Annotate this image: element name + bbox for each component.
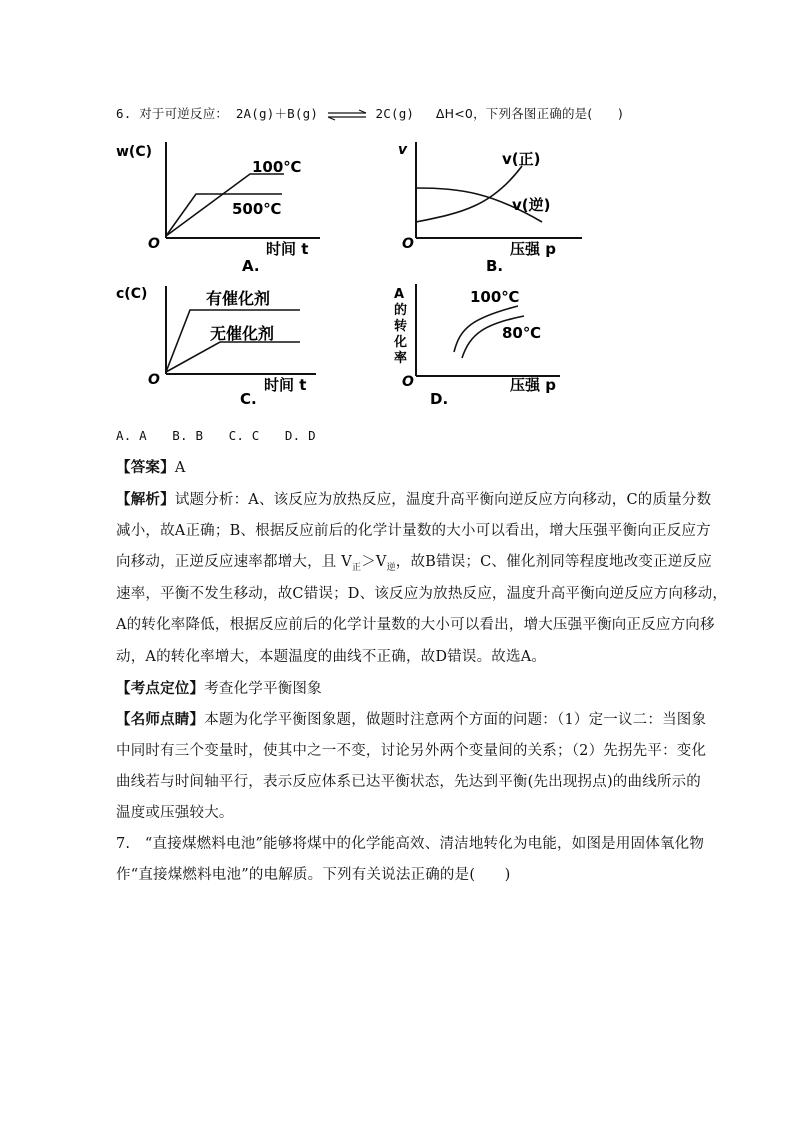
analysis-text-3b: ＞V xyxy=(361,554,387,570)
question-7-line-2: 作“直接煤燃料电池”的电解质。下列有关说法正确的是( ) xyxy=(116,867,511,883)
analysis-text-1: 试题分析：A、该反应为放热反应，温度升高平衡向逆反应方向移动，C的质量分数 xyxy=(174,492,712,508)
analysis-text-3c: ，故B错误；C、催化剂同等程度地改变正逆反应 xyxy=(395,554,712,570)
graph-c-ylabel: c(C) xyxy=(116,286,148,302)
graph-b-xlabel: 压强 p xyxy=(510,240,556,258)
mingshi-line-4: 温度或压强较大。 xyxy=(116,805,234,821)
graph-b-curve1-label: v(正) xyxy=(502,150,541,168)
graph-d-ylabel-1: 的 xyxy=(394,303,408,318)
graph-c-xlabel: 时间 t xyxy=(264,376,307,394)
graph-b xyxy=(392,138,592,278)
analysis-line-2: 减小，故A正确；B、根据反应前后的化学计量数的大小可以看出，增大压强平衡向正反应方 xyxy=(116,523,711,539)
graph-d-curve1-label: 100℃ xyxy=(470,288,520,306)
graph-c-origin: O xyxy=(148,372,160,388)
analysis-line-1 xyxy=(116,488,711,509)
reaction-left: 2A(g)＋B(g) xyxy=(235,106,319,121)
graph-d-origin: O xyxy=(402,374,414,390)
graph-d-ylabel-2: 转 xyxy=(394,319,408,334)
mingshi-line-2: 中同时有三个变量时，使其中之一不变，讨论另外两个变量间的关系；（2）先拐先平：变化 xyxy=(116,743,707,759)
graph-c-caption: C. xyxy=(240,390,257,408)
graph-d-curve2-label: 80℃ xyxy=(502,324,542,342)
analysis-tag: 【解析】 xyxy=(116,491,175,508)
question-7-line-1: 7. “直接煤燃料电池”能够将煤中的化学能高效、清洁地转化为电能，如图是用固体氧化物 xyxy=(116,836,705,852)
graph-d-xlabel: 压强 p xyxy=(510,376,556,394)
answer-tag: 【答案】 xyxy=(116,459,175,476)
question-number: 6. xyxy=(116,106,132,121)
question-stem-prefix: 对于可逆反应： xyxy=(139,106,229,121)
kaodian-tag: 【考点定位】 xyxy=(116,680,205,697)
graph-d-ylabel-4: 率 xyxy=(394,351,408,366)
graph-d-caption: D. xyxy=(430,390,449,408)
graph-a-xlabel: 时间 t xyxy=(266,240,309,258)
kaodian-section xyxy=(116,677,322,698)
analysis-line-3 xyxy=(116,550,712,573)
analysis-line-6: 动，A的转化率增大，本题温度的曲线不正确，故D错误。故选A。 xyxy=(116,649,547,665)
answer-section xyxy=(116,456,185,477)
graph-b-curve2-label: v(逆) xyxy=(512,196,551,214)
graph-a-origin: O xyxy=(148,236,160,252)
graph-d-ylabel-3: 化 xyxy=(394,335,408,350)
question-condition: ΔH<0，下列各图正确的是( ) xyxy=(435,106,623,121)
graph-b-caption: B. xyxy=(486,257,504,275)
graph-a-ylabel: w(C) xyxy=(116,144,153,160)
mingshi-line-1 xyxy=(116,708,706,729)
graph-a-caption: A. xyxy=(242,257,260,275)
graph-b-ylabel: v xyxy=(398,142,408,158)
graph-b-origin: O xyxy=(402,236,414,252)
graph-c-curve-no-catalyst xyxy=(166,342,300,372)
mingshi-tag: 【名师点睛】 xyxy=(116,711,205,728)
analysis-line-5: A的转化率降低，根据反应前后的化学计量数的大小可以看出，增大压强平衡向正反应方向移 xyxy=(116,617,715,633)
mingshi-line-3: 曲线若与时间轴平行，表示反应体系已达平衡状态，先达到平衡(先出现拐点)的曲线所示的 xyxy=(116,774,702,790)
subscript-forward: 正 xyxy=(351,562,362,573)
subscript-reverse: 逆 xyxy=(386,562,396,573)
reversible-arrow-icon xyxy=(326,109,368,121)
graph-a-curve1-label: 100℃ xyxy=(252,158,302,176)
graph-b-curve-forward xyxy=(416,166,522,222)
analysis-text-3a: 向移动，正逆反应速率都增大，且 V xyxy=(116,554,352,570)
reaction-right: 2C(g) xyxy=(375,106,415,121)
answer-value: A xyxy=(174,460,186,476)
graph-a xyxy=(110,138,340,278)
graph-c-curve2-label: 无催化剂 xyxy=(210,324,275,343)
graph-d-ylabel-0: A xyxy=(394,287,405,302)
analysis-line-4: 速率，平衡不发生移动，故C错误；D、该反应为放热反应，温度升高平衡向逆反应方向移动， xyxy=(116,586,728,602)
graph-c xyxy=(110,280,340,410)
graph-d xyxy=(392,278,592,408)
graph-a-curve2-label: 500℃ xyxy=(232,200,282,218)
question-6-stem xyxy=(116,104,623,122)
mingshi-text-1: 本题为化学平衡图象题，做题时注意两个方面的问题：（1）定一议二：当图象 xyxy=(204,712,707,728)
kaodian-text: 考查化学平衡图象 xyxy=(204,681,322,697)
graph-c-curve1-label: 有催化剂 xyxy=(206,289,271,308)
answer-options: A. A B. B C. C D. D xyxy=(116,428,316,443)
